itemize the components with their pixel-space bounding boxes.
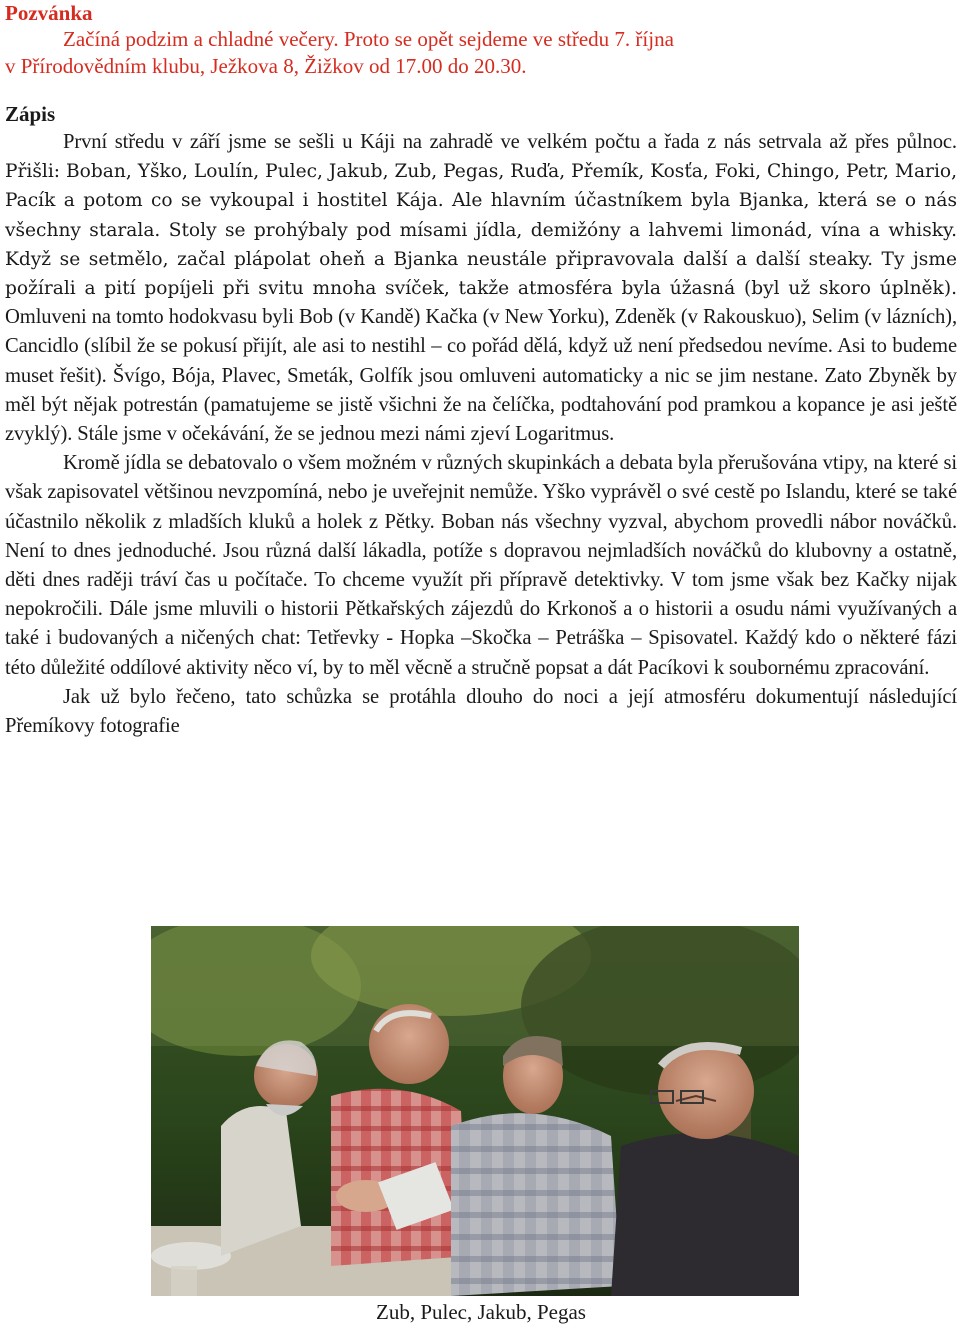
invitation-line-1-text: Začíná podzim a chladné večery. Proto se opět sejdeme ve středu 7. října: [63, 27, 674, 51]
minutes-p3-text: Jak už bylo řečeno, tato schůzka se protáhla dlouho do noci a její atmosféru dokumentují následující Přemíkovy fotografie: [5, 685, 957, 738]
document-page: [5, 0, 957, 741]
group-photo: [151, 926, 799, 1296]
invitation-line-1: [5, 26, 957, 53]
photo-caption-text: Zub, Pulec, Jakub, Pegas: [376, 1300, 586, 1324]
minutes-p2-text: Kromě jídla se debatovalo o všem možném v různých skupinkách a debata byla přerušována vtipy, na které si však zapisovatel většinou nevzpomíná, nebo je uveřejnit nemůže. Yško vyprávěl o své cestě po Islandu, které se také účastnilo několik z mladších kluků a holek z Pětky. Boban nás všechny vyzval, abychom provedli nábor nováčků. Není to dnes jednoduché. Jsou různá další lákadla, potíže s dopravou nejmladších nováčků do klubovny a ostatně, děti dnes raději tráví čas u počítače. To chceme využít při přípravě detektivky. V tom jsme však bez Kačky nijak nepokročili. Dále jsme mluvili o historii Pětkařských zájezdů do Krkonoš a o historii a osudu námi využívaných a také i budovaných a ničených chat: Tetřevky - Hopka –Skočka – Petráška – Spisovatel. Každý kdo o některé fázi této důležité oddílové aktivity něco ví, by to měl věcně a stručně popsat a dát Pacíkovi k soubornému zpracování.: [5, 452, 957, 679]
minutes-p1-attendees: Přišli: Boban, Yško, Loulín, Pulec, Jakub, Zub, Pegas, Ruďa, Přemík, Kosťa, Foki, Chingo, Petr, Mario, Pacík a potom co se vykoupal i hostitel Kája. Ale hlavním účastníkem byla Bjanka, která se o nás všechny starala. Stoly se prohýbaly pod mísami jídla, demižóny a lahvemi limonád, vína a whisky. Když se setmělo, začal plápolat oheň a Bjanka neustále připravovala další a další steaky. Ty jsme požírali a pití popíjeli při svitu mnoha svíček, takže atmosféra byla úžasná (byl už skoro úplněk).: [5, 161, 957, 300]
minutes-p1-intro: První středu v září jsme se sešli u Káji na zahradě ve velkém počtu a řada z nás setrvala až přes půlnoc.: [63, 131, 957, 153]
minutes-paragraph-1: [5, 128, 957, 449]
minutes-title: Zápis: [5, 102, 56, 126]
invitation-title: Pozvánka: [5, 1, 93, 25]
minutes-paragraph-3: [5, 683, 957, 741]
minutes-paragraph-2: [5, 449, 957, 683]
invitation-line-2: v Přírodovědním klubu, Ježkova 8, Žižkov od 17.00 do 20.30.: [5, 54, 527, 78]
photo-caption: [0, 1298, 960, 1326]
group-photo-image: [151, 926, 799, 1296]
minutes-p1-excused: Omluveni na tomto hodokvasu byli Bob (v Kandě) Kačka (v New Yorku), Zdeněk (v Rakouskuo), Selim (v lázních), Cancidlo (slíbil že se pokusí přijít, ale asi to nestihl – co pořád dělá, když už není předsedou nevíme. Asi to budeme muset řešit). Švígo, Bója, Plavec, Smeták, Golfík jsou omluveni automaticky a nic se jim nestane. Zato Zbyněk by měl být nějak potrestán (pamatujeme se jistě všichni že na čelíčka, podtahování pod pramkou a kopance je asi ještě zvyklý). Stále jsme v očekávání, že se jednou mezi námi zjeví Logaritmus.: [5, 306, 957, 446]
